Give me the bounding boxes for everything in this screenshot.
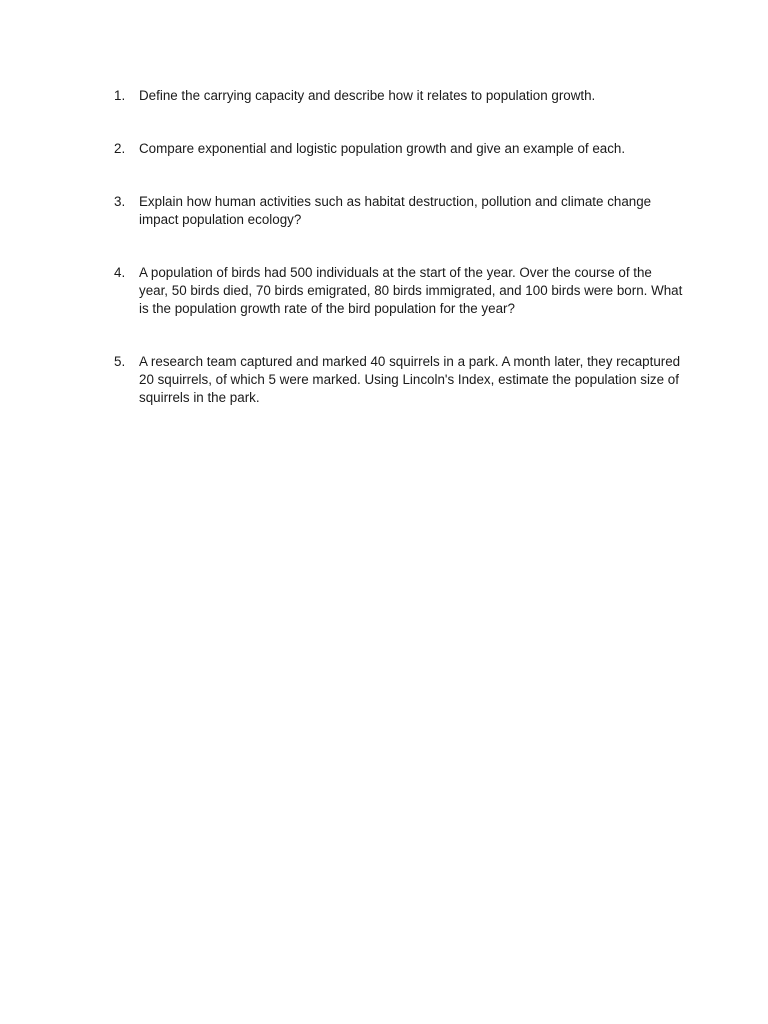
question-text: Define the carrying capacity and describe how it relates to population growth. <box>139 88 596 103</box>
question-list <box>114 87 684 407</box>
question-text: Compare exponential and logistic population growth and give an example of each. <box>139 141 626 156</box>
question-text: A research team captured and marked 40 squirrels in a park. A month later, they recaptured 20 squirrels, of which 5 were marked. Using Lincoln's Index, estimate the population size of squirrels in the park. <box>139 354 681 405</box>
question-number: 1. <box>114 88 126 103</box>
question-text: A population of birds had 500 individuals at the start of the year. Over the course of the year, 50 birds died, 70 birds emigrated, 80 birds immigrated, and 100 birds were born. What is the population growth rate of the bird population for the year? <box>139 265 683 316</box>
question-number: 2. <box>114 141 126 156</box>
question-number: 3. <box>114 194 126 209</box>
question-item-4 <box>114 264 684 318</box>
question-item-5 <box>114 353 684 407</box>
question-number: 5. <box>114 354 126 369</box>
question-item-2 <box>114 140 684 158</box>
question-item-1 <box>114 87 684 105</box>
question-text: Explain how human activities such as habitat destruction, pollution and climate change impact population ecology? <box>139 194 652 227</box>
question-number: 4. <box>114 265 126 280</box>
question-item-3 <box>114 193 684 229</box>
